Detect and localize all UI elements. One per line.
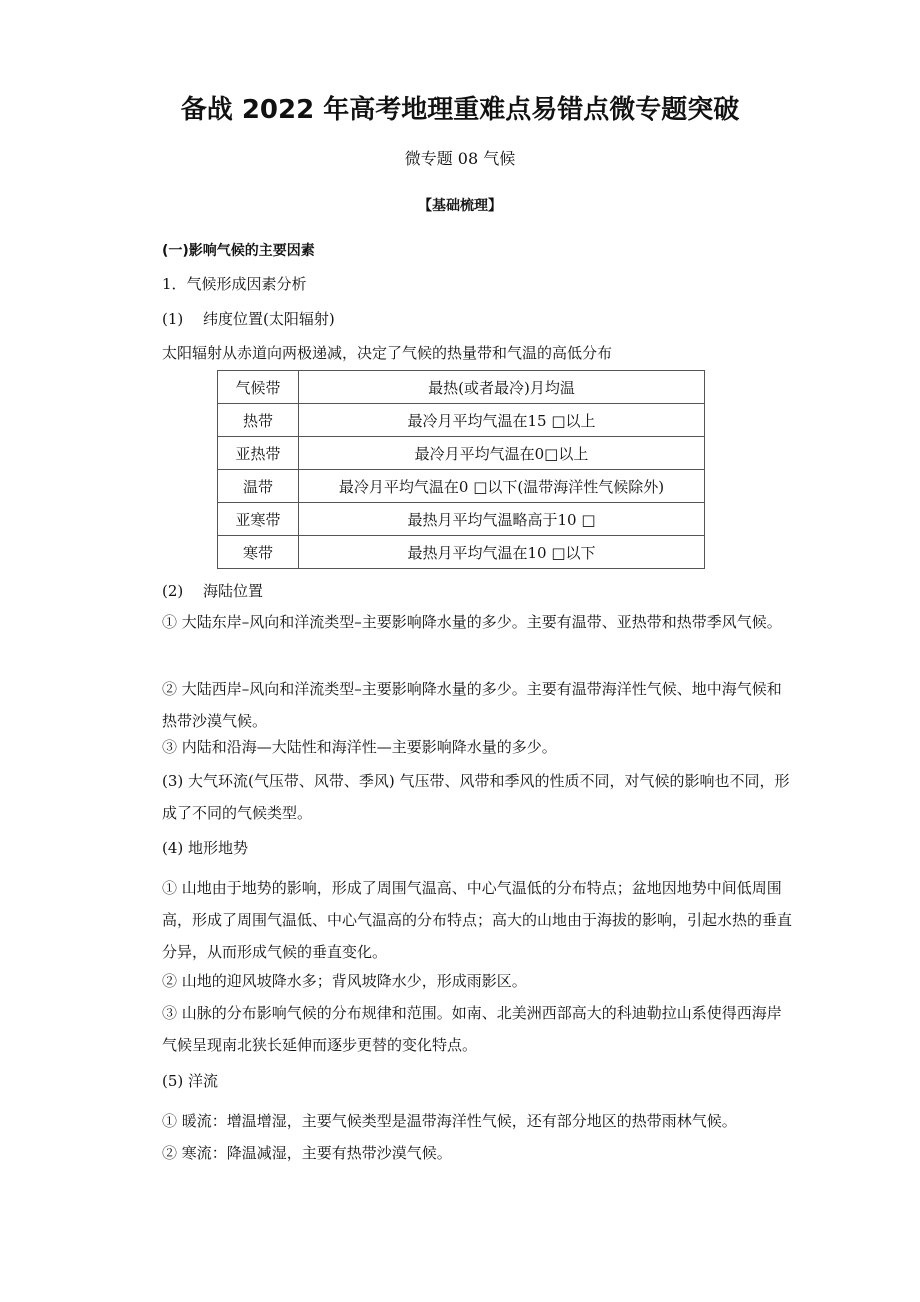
land-sea-item: ① 大陆东岸–风向和洋流类型–主要影响降水量的多少。主要有温带、亚热带和热带季风气候。 <box>162 613 782 631</box>
point-heading: 1．气候形成因素分析 <box>162 275 307 293</box>
page-title: 备战 2022 年高考地理重难点易错点微专题突破 <box>180 95 740 125</box>
table-header-cell: 最热(或者最冷)月均温 <box>299 371 705 404</box>
table-cell: 亚热带 <box>218 437 299 470</box>
table-header-row <box>218 371 705 404</box>
section-heading: (一)影响气候的主要因素 <box>162 243 315 259</box>
subheading-latitude: (1) 纬度位置(太阳辐射) <box>162 310 335 328</box>
terrain-item: ① 山地由于地势的影响，形成了周围气温高、中心气温低的分布特点；盆地因地势中间低周围高，形成了周围气温低、中心气温高的分布特点；高大的山地由于海拔的影响，引起水热的垂直分异，从而形成气候的垂直变化。 <box>162 879 793 961</box>
table-row <box>218 536 705 569</box>
subheading-terrain: (4) 地形地势 <box>162 839 249 857</box>
table-cell: 最冷月平均气温在0 □以下(温带海洋性气候除外) <box>299 470 705 503</box>
table-row <box>218 503 705 536</box>
table-row <box>218 470 705 503</box>
subheading-land-sea: (2) 海陆位置 <box>162 582 264 600</box>
latitude-description: 太阳辐射从赤道向两极递减，决定了气候的热量带和气温的高低分布 <box>162 344 613 362</box>
table-cell: 亚寒带 <box>218 503 299 536</box>
atmospheric-circulation: (3) 大气环流(气压带、风带、季风) 气压带、风带和季风的性质不同，对气候的影响也不同，形成了不同的气候类型。 <box>162 772 790 822</box>
land-sea-item: ③ 内陆和沿海—大陆性和海洋性—主要影响降水量的多少。 <box>162 738 557 756</box>
climate-zone-table <box>217 370 705 569</box>
table-cell: 寒带 <box>218 536 299 569</box>
subheading-ocean-currents: (5) 洋流 <box>162 1072 219 1090</box>
ocean-current-item: ① 暖流：增温增湿，主要气候类型是温带海洋性气候，还有部分地区的热带雨林气候。 <box>162 1112 737 1130</box>
terrain-item: ③ 山脉的分布影响气候的分布规律和范围。如南、北美洲西部高大的科迪勒拉山系使得西海岸气候呈现南北狭长延伸而逐步更替的变化特点。 <box>162 1004 782 1054</box>
table-row <box>218 437 705 470</box>
table-cell: 最冷月平均气温在15 □以上 <box>299 404 705 437</box>
subtitle: 微专题 08 气候 <box>404 149 516 168</box>
land-sea-item: ② 大陆西岸–风向和洋流类型–主要影响降水量的多少。主要有温带海洋性气候、地中海气候和热带沙漠气候。 <box>162 680 782 730</box>
table-cell: 温带 <box>218 470 299 503</box>
ocean-current-item: ② 寒流：降温减湿，主要有热带沙漠气候。 <box>162 1144 452 1162</box>
table-cell: 热带 <box>218 404 299 437</box>
table-cell: 最冷月平均气温在0□以上 <box>299 437 705 470</box>
section-label: 【基础梳理】 <box>418 198 502 214</box>
table-cell: 最热月平均气温在10 □以下 <box>299 536 705 569</box>
terrain-item: ② 山地的迎风坡降水多；背风坡降水少，形成雨影区。 <box>162 972 527 990</box>
table-row <box>218 404 705 437</box>
table-header-cell: 气候带 <box>218 371 299 404</box>
table-cell: 最热月平均气温略高于10 □ <box>299 503 705 536</box>
